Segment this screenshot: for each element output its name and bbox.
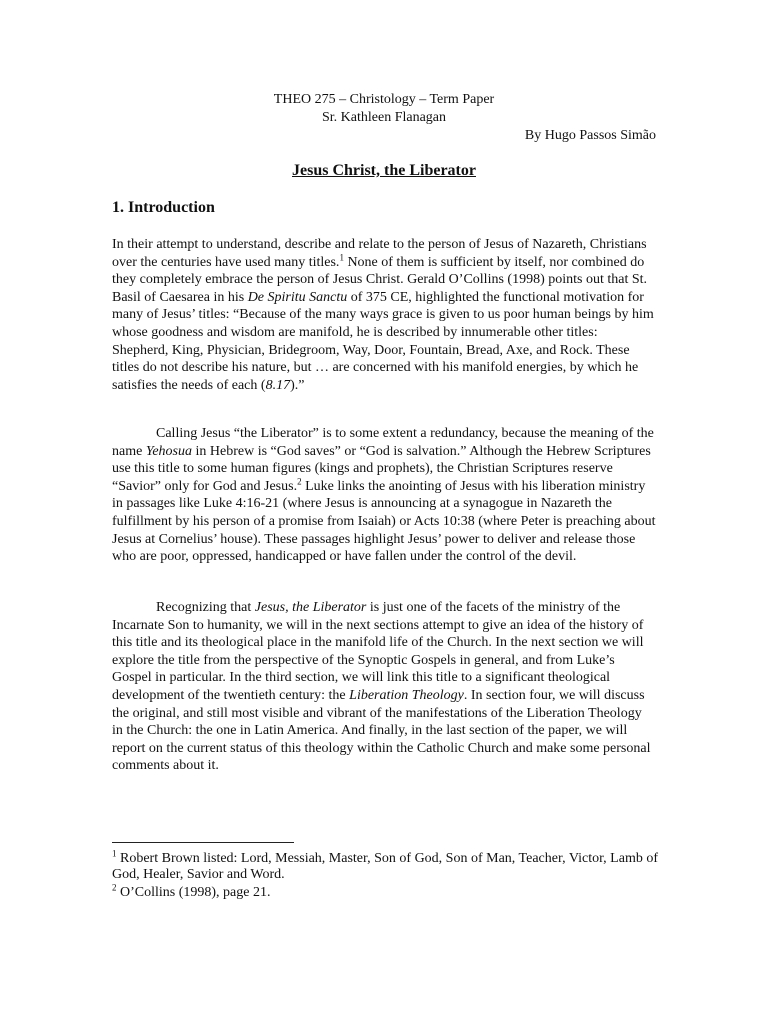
p1-text-d: ).” [290,377,305,393]
instructor-name: Sr. Kathleen Flanagan [321,110,447,125]
p3-text-b: is just one of the facets of the ministry of the Incarnate Son to humanity, we will in the next sections attempt to give an idea of the history of this title and its theological place in the manifold life of the Church. In the next section we will explore the title from the perspective of the Synoptic Gospels in general, and from Luke’s Gospel in particular. In the third section, we will link this title to a significant theological development of the twentieth century: the [112,600,644,703]
p2-hebrew-name: Yehosua [145,443,192,459]
footnote-text-1: Robert Brown listed: Lord, Messiah, Master, Son of God, Son of Man, Teacher, Victor, Lamb of God, Healer, Savior and Word. [112,851,659,882]
paper-title: Jesus Christ, the Liberator [292,162,476,179]
footnote-ref-2: 2 [297,476,302,487]
p3-phrase: Jesus, the Liberator [254,600,367,615]
p3-term: Liberation Theology [349,687,464,703]
section-heading: 1. Introduction [112,199,215,216]
p2-text-a: Calling Jesus “the Liberator” is to some extent a redundancy, because the meaning of the name [112,426,654,459]
p1-text-b: None of them is sufficient by itself, nor combined do they completely embrace the person of Jesus Christ. Gerald O’Collins (1998) points out that St. Basil of Caesarea in his [112,254,648,305]
p1-text-a: In their attempt to understand, describe and relate to the person of Jesus of Nazareth, Christians over the centuries have used many titles. [112,237,647,270]
author-byline: By Hugo Passos Simão [524,128,656,143]
course-header: THEO 275 – Christology – Term Paper [273,92,495,107]
footnote-text-2: O’Collins (1998), page 21. [116,885,271,900]
p2-text-b: in Hebrew is “God saves” or “God is salvation.” Although the Hebrew Scriptures use this title to some human figures (kings and prophets), the Christian Scriptures reserve “Savior” only for God and Jesus. [112,443,651,494]
footnote-divider [112,842,294,843]
p3-text-c: . In section four, we will discuss the original, and still most visible and vibrant of the manifestations of the Liberation Theology in the Church: the one in Latin America. And finally, in the last section of the paper, we will report on the current status of this theology within the Catholic Church and make some personal comments about it. [112,687,651,774]
p1-citation: 8.17 [265,377,291,393]
footnote-ref-1: 1 [339,251,344,262]
footnote-2 [112,882,672,901]
p3-text-a: Recognizing that [156,600,255,615]
p2-text-c: Luke links the anointing of Jesus with his liberation ministry in passages like Luke 4:16-21 (where Jesus is announcing at a synagogue in Nazareth the fulfillment by his person of a promise from Isaiah) or Acts 10:38 (where Peter is preaching about Jesus at Cornelius’ house). These passages highlight Jesus’ power to deliver and release those who are poor, oppressed, handicapped or have fallen under the control of the devil. [112,478,656,565]
paragraph-3 [112,599,656,775]
p1-work-title: De Spiritu Sanctu [247,289,348,305]
p1-text-c: of 375 CE, highlighted the functional motivation for many of Jesus’ titles: “Because of the many ways grace is given to us poor human beings by him whose goodness and wisdom are manifold, he is described by innumerable other titles: Shepherd, King, Physician, Bridegroom, Way, Door, Fountain, Bread, Axe, and Rock. These titles do not describe his nature, but … are concerned with his manifold energies, by which he satisfies the needs of each ( [112,289,654,393]
footnote-1 [112,848,672,883]
paragraph-1 [112,236,656,394]
footnote-number-1: 1 [112,848,117,859]
paragraph-2 [112,425,656,566]
footnote-number-2: 2 [112,882,117,893]
